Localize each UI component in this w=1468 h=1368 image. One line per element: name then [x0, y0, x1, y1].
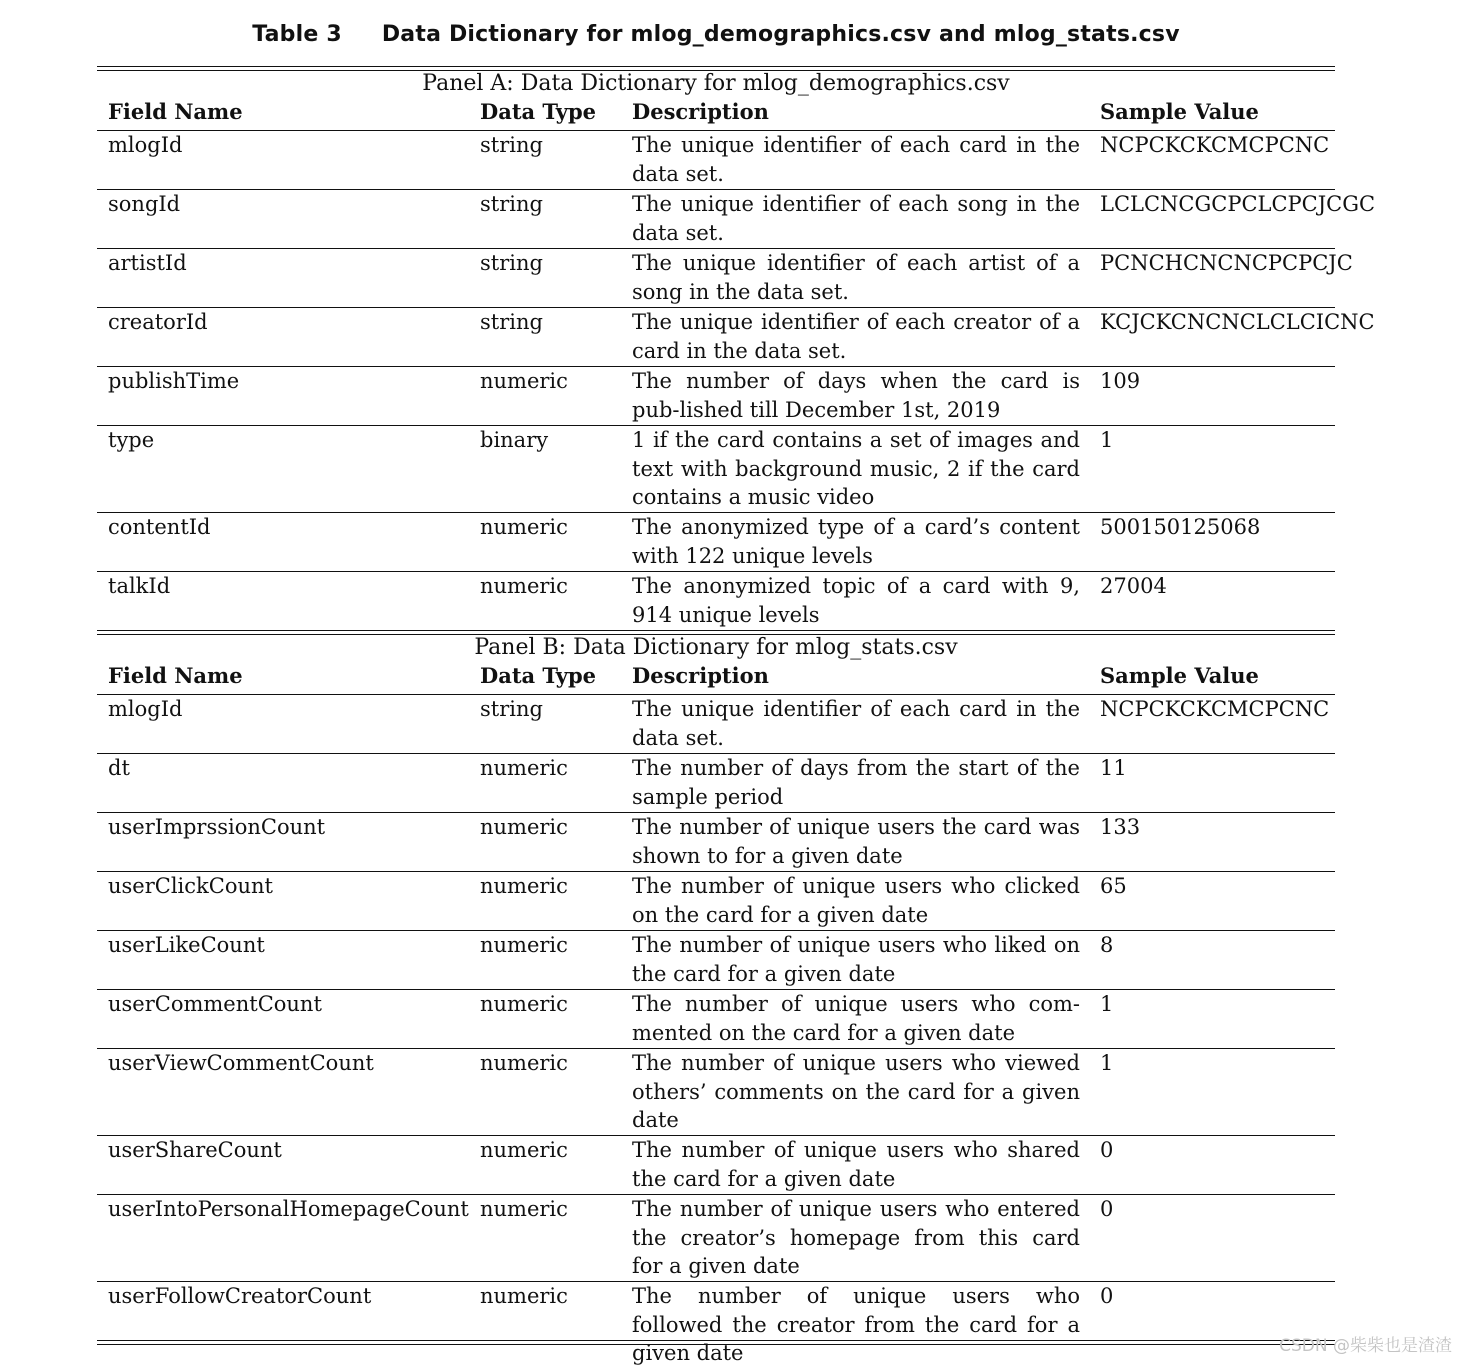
data-type: numeric: [480, 369, 568, 393]
field-name: userIntoPersonalHomepageCount: [108, 1197, 469, 1221]
sample-value: 11: [1100, 756, 1127, 780]
panel-b-header-row: [97, 661, 1335, 695]
data-type: numeric: [480, 1051, 568, 1075]
description: The number of days when the card is pub-lished till December 1st, 2019: [632, 369, 1080, 422]
header-data-type: Data Type: [480, 99, 597, 124]
data-type: numeric: [480, 933, 568, 957]
description: The number of unique users who shared the card for a given date: [632, 1138, 1080, 1191]
sample-value: 0: [1100, 1284, 1114, 1308]
sample-value: 1: [1100, 428, 1114, 452]
data-type: string: [480, 697, 543, 721]
header-data-type: Data Type: [480, 663, 597, 688]
table-row: [97, 513, 1335, 572]
data-type: numeric: [480, 1138, 568, 1162]
field-name: userCommentCount: [108, 992, 322, 1016]
description: The unique identifier of each creator of a card in the data set.: [632, 310, 1080, 363]
description: The anonymized type of a card’s content with 122 unique levels: [632, 515, 1080, 568]
table-row: [97, 572, 1335, 630]
sample-value: 8: [1100, 933, 1114, 957]
field-name: mlogId: [108, 697, 183, 721]
sample-value: 500150125068: [1100, 515, 1261, 539]
sample-value: 27004: [1100, 574, 1167, 598]
description: The number of unique users who entered the creator’s homepage from this card for a given date: [632, 1197, 1080, 1279]
field-name: publishTime: [108, 369, 240, 393]
field-name: mlogId: [108, 133, 183, 157]
description: The unique identifier of each song in the data set.: [632, 192, 1080, 245]
panel-a-header-row: [97, 97, 1335, 131]
table-row: [97, 990, 1335, 1049]
header-field-name: Field Name: [108, 663, 243, 688]
table-caption: [0, 22, 1432, 47]
data-type: numeric: [480, 574, 568, 598]
description: The unique identifier of each artist of a song in the data set.: [632, 251, 1080, 304]
sample-value: 1: [1100, 992, 1114, 1016]
header-sample-value: Sample Value: [1100, 663, 1259, 688]
description: The number of unique users who followed the creator from the card for a given date: [632, 1284, 1080, 1366]
data-type: numeric: [480, 756, 568, 780]
description: The number of unique users the card was shown to for a given date: [632, 815, 1080, 868]
sample-value: NCPCKCKCMCPCNC: [1100, 133, 1330, 157]
data-type: binary: [480, 428, 549, 452]
header-description: Description: [632, 99, 769, 124]
description: The anonymized topic of a card with 9, 914 unique levels: [632, 574, 1080, 627]
data-type: numeric: [480, 815, 568, 839]
table-row: [97, 931, 1335, 990]
data-type: string: [480, 133, 543, 157]
table-row: [97, 695, 1335, 754]
field-name: userViewCommentCount: [108, 1051, 374, 1075]
description: The number of unique users who liked on the card for a given date: [632, 933, 1080, 986]
table-row: [97, 426, 1335, 513]
field-name: userLikeCount: [108, 933, 265, 957]
table-row: [97, 190, 1376, 249]
table-row: [97, 872, 1335, 931]
table-row: [97, 131, 1335, 190]
sample-value: 109: [1100, 369, 1141, 393]
panel-a-title: Panel A: Data Dictionary for mlog_demographics.csv: [422, 71, 1010, 96]
description: The number of days from the start of the sample period: [632, 756, 1080, 809]
sample-value: 0: [1100, 1197, 1114, 1221]
data-type: numeric: [480, 992, 568, 1016]
sample-value: 0: [1100, 1138, 1114, 1162]
sample-value: NCPCKCKCMCPCNC: [1100, 697, 1330, 721]
data-type: string: [480, 310, 543, 334]
field-name: songId: [108, 192, 181, 216]
table-row: [97, 367, 1335, 426]
description: The unique identifier of each card in the data set.: [632, 697, 1080, 750]
panel-b-title: Panel B: Data Dictionary for mlog_stats.csv: [474, 635, 958, 660]
table-row: [97, 1136, 1335, 1195]
table-row: [97, 249, 1353, 308]
table-row: [97, 1282, 1335, 1366]
field-name: artistId: [108, 251, 187, 275]
field-name: creatorId: [108, 310, 208, 334]
field-name: userClickCount: [108, 874, 273, 898]
table-title: Data Dictionary for mlog_demographics.csv and mlog_stats.csv: [381, 22, 1180, 47]
header-description: Description: [632, 663, 769, 688]
table-row: [97, 1049, 1335, 1136]
sample-value: LCLCNCGCPCLCPCJCGC: [1100, 192, 1376, 216]
description: 1 if the card contains a set of images and text with background music, 2 if the card contains a music video: [632, 428, 1080, 510]
data-type: numeric: [480, 1284, 568, 1308]
field-name: type: [108, 428, 155, 452]
table-row: [97, 813, 1335, 872]
sample-value: 65: [1100, 874, 1127, 898]
description: The unique identifier of each card in the data set.: [632, 133, 1080, 186]
data-type: numeric: [480, 874, 568, 898]
description: The number of unique users who com-mented on the card for a given date: [632, 992, 1080, 1045]
description: The number of unique users who viewed others’ comments on the card for a given date: [632, 1051, 1080, 1133]
table-row: [97, 754, 1335, 813]
table-number: Table 3: [252, 22, 342, 47]
sample-value: PCNCHCNCNCPCPCJC: [1100, 251, 1353, 275]
header-sample-value: Sample Value: [1100, 99, 1259, 124]
header-field-name: Field Name: [108, 99, 243, 124]
sample-value: 1: [1100, 1051, 1114, 1075]
field-name: userShareCount: [108, 1138, 282, 1162]
field-name: userImprssionCount: [108, 815, 326, 839]
data-type: string: [480, 251, 543, 275]
table-row: [97, 1195, 1335, 1282]
field-name: talkId: [108, 574, 171, 598]
sample-value: KCJCKCNCNCLCLCICNC: [1100, 310, 1375, 334]
data-type: string: [480, 192, 543, 216]
data-type: numeric: [480, 515, 568, 539]
watermark: CSDN @柴柴也是渣渣: [1279, 1336, 1452, 1356]
table-row: [97, 308, 1375, 367]
data-type: numeric: [480, 1197, 568, 1221]
field-name: userFollowCreatorCount: [108, 1284, 372, 1308]
field-name: contentId: [108, 515, 211, 539]
field-name: dt: [108, 756, 130, 780]
description: The number of unique users who clicked on the card for a given date: [632, 874, 1080, 927]
sample-value: 133: [1100, 815, 1141, 839]
